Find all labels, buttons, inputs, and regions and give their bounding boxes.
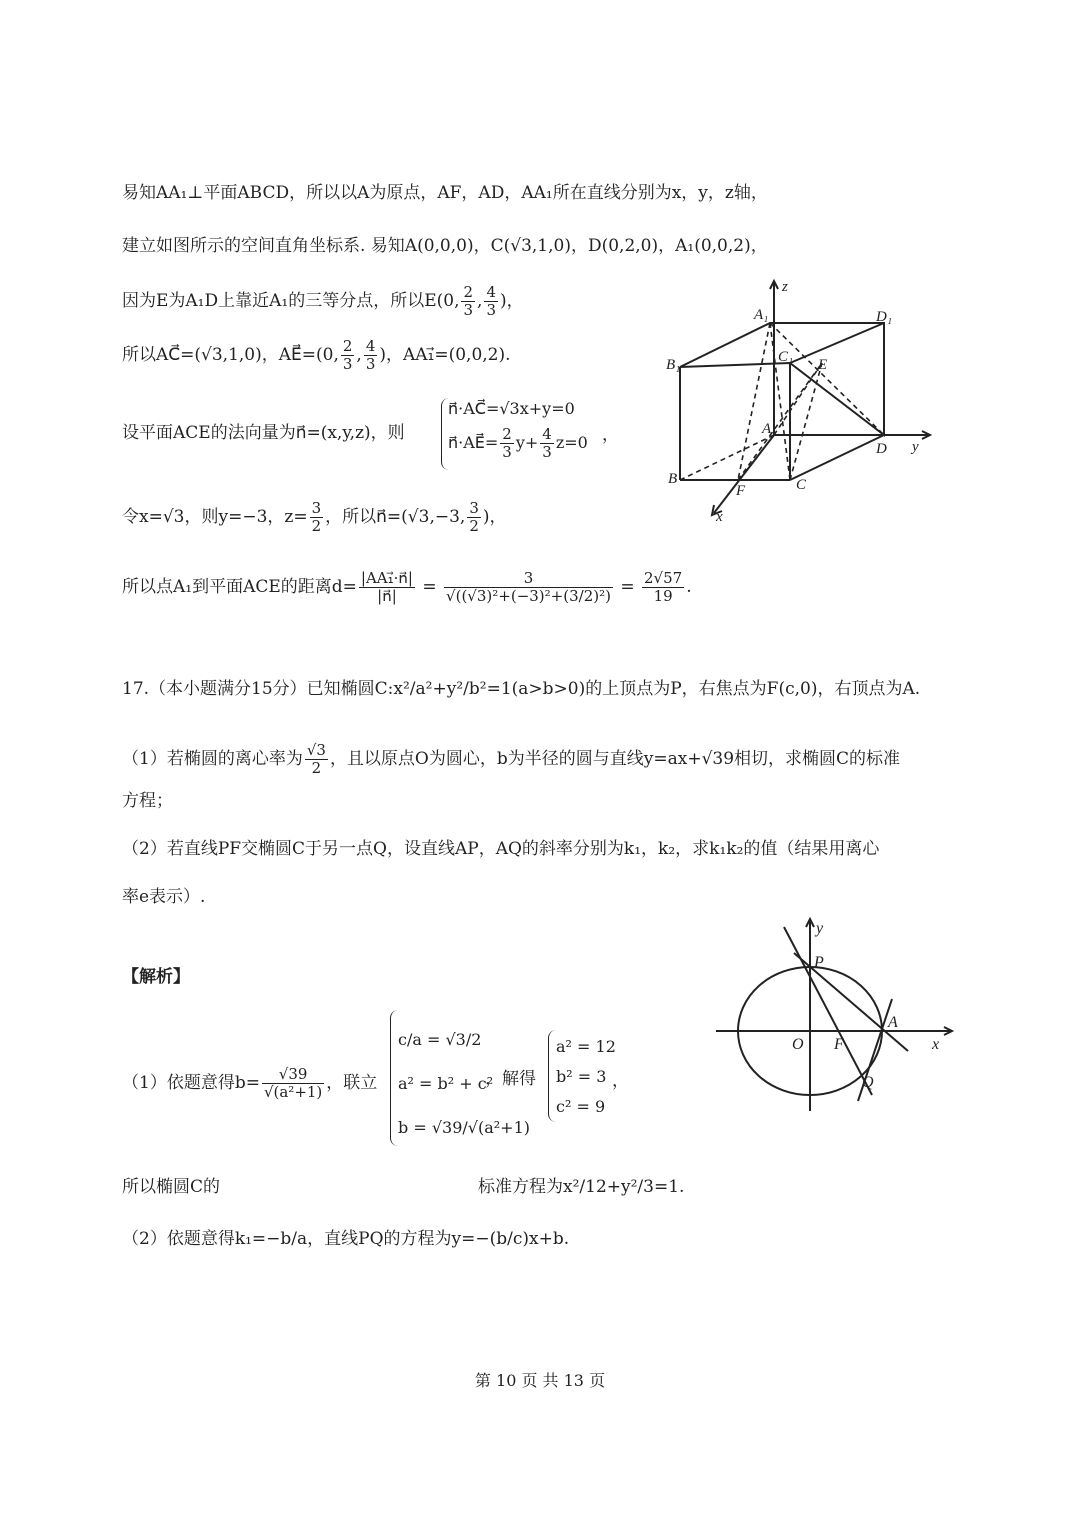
fraction: $\frac{2}{3}$ — [463, 283, 474, 319]
solution-line-6: 令x=√3，则y=−3，z= $\frac{3}{2}$ ，所以n⃗=(√3,−3, $\frac{3}{2}$ )， — [122, 499, 507, 535]
solution-line-3: 因为E为A₁D上靠近A₁的三等分点，所以E(0, $\frac{2}{3}$ , $\frac{4}{3}$ )， — [122, 283, 524, 319]
fraction: $\frac{4}{3}$ — [365, 337, 376, 373]
line-PQ — [784, 927, 872, 1095]
solution-line-2: 建立如图所示的空间直角坐标系. 易知A(0,0,0)，C(√3,1,0)，D(0,2,0)，A₁(0,0,2)， — [122, 236, 768, 256]
svg-text:Q: Q — [862, 1074, 874, 1091]
equation-system-solution: a² = 12 b² = 3 c² = 9 — [556, 1037, 616, 1116]
analysis-heading: 【解析】 — [122, 967, 190, 987]
label-C1: C₁ — [778, 349, 794, 365]
solution-17-1: （1）依题意得b= $\frac{√39}{\text{√(a²+1)}}$ ，联立 — [122, 1065, 378, 1101]
solve-label: ，解得 — [485, 1069, 536, 1089]
solution-line-4: 所以AC⃗=(√3,1,0)，AE⃗=(0, $\frac{2}{3}$ , $\frac{4}{3}$ )，AA₁⃗=(0,0,2). — [122, 337, 511, 373]
svg-text:x: x — [932, 1036, 940, 1053]
solution-17-2: （2）依题意得k₁=−b/a，直线PQ的方程为y=−(b/c)x+b. — [122, 1229, 570, 1249]
solution-line-1: 易知AA₁⊥平面ABCD，所以以A为原点，AF，AD，AA₁所在直线分别为x，y，z轴， — [122, 183, 768, 203]
label-C: C — [796, 477, 807, 493]
label-E: E — [818, 357, 828, 373]
solution-line-7: 所以点A₁到平面ACE的距离d= $\frac{\text{|AA₁⃗·n⃗|}}{|n⃗|}$ = $\frac{3}{\text{√((√3)²+(−3)²+(3/2)²)}}$ = $\frac{2√57}{19}$ . — [122, 569, 692, 605]
label-D: D — [876, 441, 887, 457]
label-A: A — [762, 421, 772, 437]
label-F: F — [736, 483, 746, 499]
page-footer: 第 10 页 共 13 页 — [474, 1371, 606, 1390]
comma: ， — [612, 1071, 629, 1091]
ellipse-figure — [712, 915, 962, 1115]
svg-text:O: O — [792, 1036, 804, 1053]
problem-17-q1-cont: 方程； — [122, 791, 173, 811]
equation-system-ellipse: c/a = √3/2 a² = b² + c² b = √39/√(a²+1) — [398, 1030, 530, 1137]
label-B1: B₁ — [666, 357, 681, 373]
label-D1: D₁ — [876, 309, 893, 325]
label-B: B — [668, 471, 678, 487]
standard-equation-a: 所以椭圆C的 — [122, 1177, 221, 1197]
cube-coordinate-figure — [660, 275, 940, 525]
fraction: $\frac{4}{3}$ — [486, 283, 496, 319]
svg-text:y: y — [816, 920, 824, 937]
svg-text:F: F — [834, 1036, 844, 1053]
label-x: x — [716, 509, 723, 525]
svg-text:P: P — [814, 954, 824, 971]
label-z: z — [782, 279, 788, 295]
label-y: y — [912, 439, 919, 455]
problem-17-q1: （1）若椭圆的离心率为 $\frac{√3}{2}$ ，且以原点O为圆心，b为半径的圆与直线y=ax+√39相切，求椭圆C的标准 — [122, 741, 901, 777]
svg-text:A: A — [888, 1014, 898, 1031]
solution-line-5: 设平面ACE的法向量为n⃗=(x,y,z)，则 — [122, 423, 405, 443]
standard-equation-b: 标准方程为x²/12+y²/3=1. — [478, 1177, 685, 1197]
comma: ， — [602, 425, 619, 445]
equation-system-normal: n⃗·AC⃗=√3x+y=0 n⃗·AE⃗= $\frac{2}{3}$ y+ $\frac{4}{3}$ z=0 — [448, 399, 588, 461]
problem-17-q2-cont: 率e表示）. — [122, 887, 206, 907]
fraction: $\frac{2}{3}$ — [342, 337, 353, 373]
label-A1: A₁ — [754, 307, 769, 323]
problem-17-q2: （2）若直线PF交椭圆C于另一点Q，设直线AP，AQ的斜率分别为k₁，k₂，求k₁k₂的值（结果用离心 — [122, 839, 880, 859]
problem-17-stem: 17.（本小题满分15分）已知椭圆C:x²/a²+y²/b²=1(a>b>0)的上顶点为P，右焦点为F(c,0)，右顶点为A. — [122, 679, 921, 699]
